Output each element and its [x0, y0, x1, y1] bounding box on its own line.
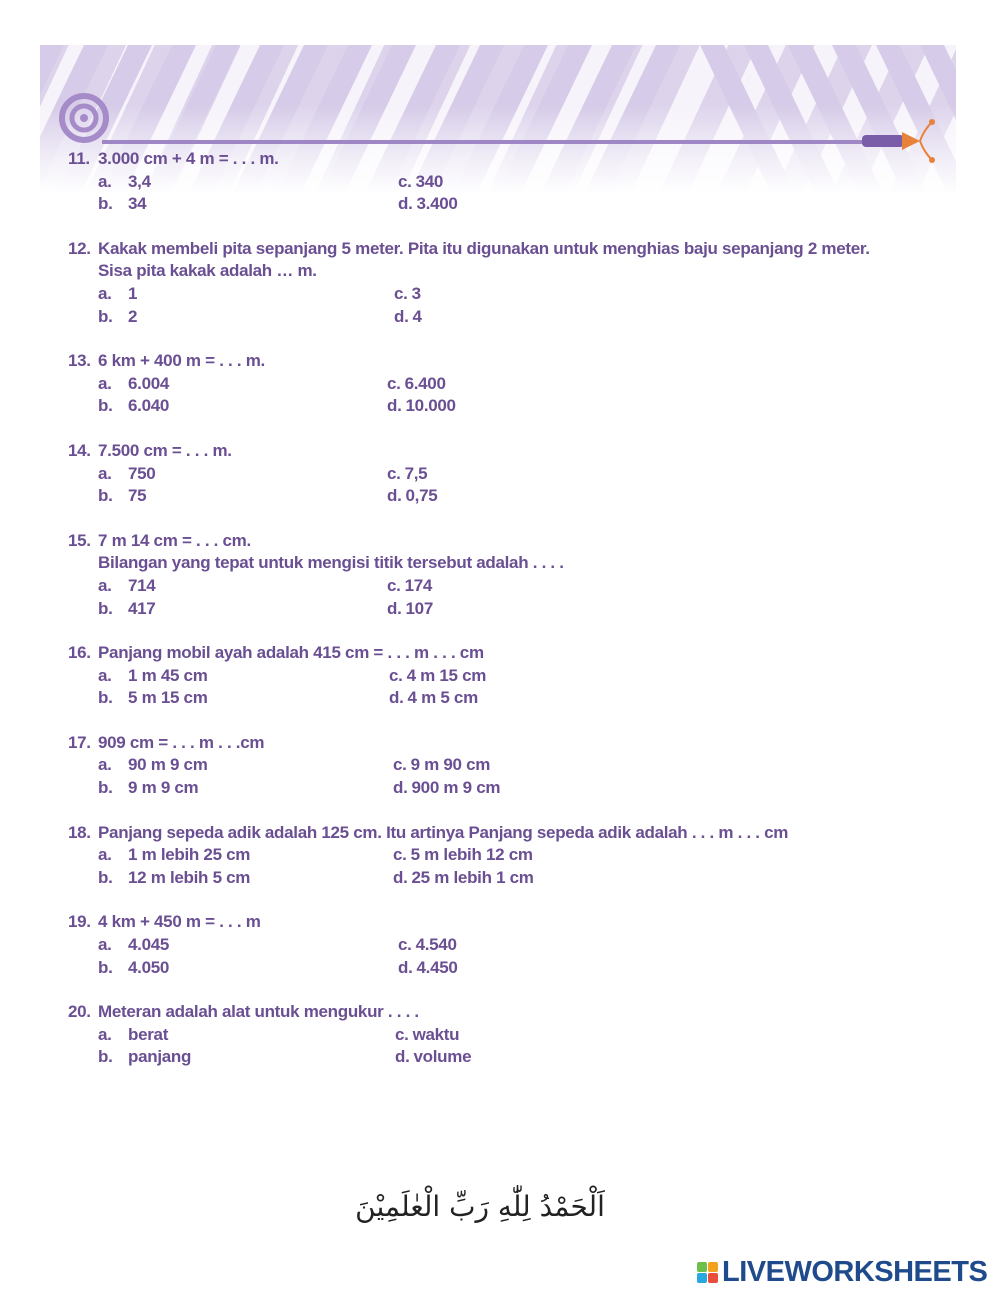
option-label: c.	[387, 463, 401, 483]
question-number: 11.	[68, 149, 90, 168]
question-text: 3.000 cm + 4 m = . . . m.	[98, 149, 279, 168]
option-row	[68, 844, 968, 867]
answer-option[interactable]	[68, 598, 398, 621]
option-text: 4 m 15 cm	[406, 665, 487, 685]
option-label: d.	[389, 688, 404, 708]
option-label: a.	[98, 845, 112, 865]
option-row	[68, 463, 968, 486]
option-text: 34	[128, 194, 147, 214]
answer-option[interactable]	[68, 373, 398, 396]
option-text: berat	[128, 1024, 169, 1044]
option-label: c.	[395, 1024, 409, 1044]
option-label: b.	[98, 306, 113, 326]
answer-option[interactable]	[68, 1046, 398, 1069]
option-text: 6.400	[404, 373, 446, 393]
option-text: 9 m 90 cm	[410, 755, 491, 775]
question-line	[68, 1001, 968, 1024]
question-item	[68, 1001, 968, 1069]
option-label: c.	[387, 373, 401, 393]
option-text: 12 m lebih 5 cm	[128, 867, 251, 887]
option-text: 7,5	[404, 463, 428, 483]
answer-option[interactable]	[395, 1024, 968, 1047]
option-text: 4.050	[128, 957, 170, 977]
question-text: Kakak membeli pita sepanjang 5 meter. Pita itu digunakan untuk menghias baju sepanjang 2 meter.	[98, 238, 870, 258]
question-text: Meteran adalah alat untuk mengukur . . . .	[98, 1002, 419, 1022]
option-row	[68, 193, 968, 216]
option-label: c.	[393, 755, 407, 775]
option-text: 3	[411, 283, 421, 303]
option-label: d.	[398, 194, 413, 214]
question-text: 7.500 cm = . . . m.	[98, 440, 232, 460]
option-text: 4	[412, 306, 422, 326]
option-text: 3,4	[128, 171, 151, 191]
option-label: b.	[98, 1047, 113, 1067]
answer-option[interactable]	[68, 934, 398, 957]
logo-mark-icon	[697, 1262, 718, 1283]
option-text: 107	[405, 598, 433, 618]
option-text: 10.000	[405, 396, 456, 416]
answer-option[interactable]	[387, 395, 968, 418]
option-text: 4.540	[415, 935, 457, 955]
option-text: 340	[415, 171, 444, 191]
answer-option[interactable]	[387, 485, 968, 508]
question-text: 909 cm = . . . m . . .cm	[98, 732, 265, 752]
answer-option[interactable]	[68, 777, 398, 800]
question-item	[68, 350, 968, 418]
question-item	[68, 148, 968, 216]
liveworksheets-logo	[697, 1256, 987, 1289]
answer-option[interactable]	[398, 957, 968, 980]
question-list	[68, 148, 968, 1091]
answer-option[interactable]	[387, 463, 968, 486]
option-row	[68, 373, 968, 396]
option-text: 4.450	[416, 957, 458, 977]
option-label: a.	[98, 755, 112, 775]
option-row	[68, 485, 968, 508]
question-line	[68, 732, 968, 755]
option-label: b.	[98, 778, 113, 798]
option-text: 75	[128, 486, 147, 506]
question-continuation: Bilangan yang tepat untuk mengisi titik tersebut adalah . . . .	[98, 553, 564, 573]
option-text: 1 m lebih 25 cm	[128, 845, 251, 865]
question-line	[68, 911, 968, 934]
option-label: a.	[98, 373, 112, 393]
option-label: a.	[98, 935, 112, 955]
option-text: 5 m 15 cm	[128, 688, 208, 708]
option-text: 25 m lebih 1 cm	[411, 867, 534, 887]
option-text: 3.400	[416, 194, 458, 214]
option-label: b.	[98, 867, 113, 887]
answer-option[interactable]	[393, 754, 968, 777]
option-label: a.	[98, 463, 112, 483]
option-text: 90 m 9 cm	[128, 755, 208, 775]
answer-option[interactable]	[395, 1046, 968, 1069]
answer-option[interactable]	[387, 575, 968, 598]
option-label: b.	[98, 688, 113, 708]
answer-option[interactable]	[394, 306, 968, 329]
option-label: c.	[394, 283, 408, 303]
option-text: 4.045	[128, 935, 170, 955]
option-text: 1 m 45 cm	[128, 665, 208, 685]
option-label: c.	[393, 845, 407, 865]
option-label: a.	[98, 1024, 112, 1044]
question-number: 15.	[68, 530, 91, 550]
option-text: 6.004	[128, 373, 170, 393]
option-text: 0,75	[405, 486, 438, 506]
option-row	[68, 777, 968, 800]
option-row	[68, 754, 968, 777]
option-text: 1	[128, 283, 138, 303]
question-number: 18.	[68, 822, 91, 842]
option-label: b.	[98, 486, 113, 506]
logo-text: LIVEWORKSHEETS	[722, 1256, 988, 1288]
answer-option[interactable]	[68, 867, 398, 890]
option-row	[68, 1024, 968, 1047]
question-line	[68, 642, 968, 665]
option-label: c.	[389, 665, 403, 685]
answer-option[interactable]	[68, 283, 398, 306]
option-label: a.	[98, 171, 112, 191]
option-label: d.	[387, 598, 402, 618]
option-text: 900 m 9 cm	[411, 778, 501, 798]
answer-option[interactable]	[389, 687, 968, 710]
question-line	[68, 822, 968, 845]
answer-option[interactable]	[68, 844, 398, 867]
option-text: 5 m lebih 12 cm	[410, 845, 533, 865]
answer-option[interactable]	[398, 193, 968, 216]
option-text: volume	[413, 1047, 472, 1067]
answer-option[interactable]	[387, 373, 968, 396]
option-text: 9 m 9 cm	[128, 778, 199, 798]
option-row	[68, 687, 968, 710]
question-number: 17.	[68, 732, 91, 752]
question-item	[68, 440, 968, 508]
option-text: 2	[128, 306, 138, 326]
option-label: a.	[98, 575, 112, 595]
question-continuation: Sisa pita kakak adalah … m.	[98, 261, 317, 281]
answer-option[interactable]	[68, 665, 398, 688]
answer-option[interactable]	[68, 395, 398, 418]
header-rule	[102, 140, 902, 144]
option-row	[68, 171, 968, 194]
option-label: c.	[398, 935, 412, 955]
answer-option[interactable]	[68, 463, 398, 486]
option-label: c.	[398, 171, 412, 191]
answer-option[interactable]	[68, 957, 398, 980]
question-line	[68, 440, 968, 463]
option-text: 417	[128, 598, 156, 618]
option-text: panjang	[128, 1047, 192, 1067]
option-label: b.	[98, 396, 113, 416]
answer-option[interactable]	[68, 306, 398, 329]
option-row	[68, 957, 968, 980]
option-row	[68, 665, 968, 688]
option-row	[68, 283, 968, 306]
option-row	[68, 395, 968, 418]
question-item	[68, 911, 968, 979]
question-text: 4 km + 450 m = . . . m	[98, 912, 261, 932]
option-row	[68, 1046, 968, 1069]
option-label: c.	[387, 575, 401, 595]
answer-option[interactable]	[68, 485, 398, 508]
answer-option[interactable]	[68, 575, 398, 598]
answer-option[interactable]	[398, 171, 968, 194]
answer-option[interactable]	[68, 1024, 398, 1047]
option-row	[68, 867, 968, 890]
option-label: d.	[387, 486, 402, 506]
option-label: d.	[393, 778, 408, 798]
option-label: d.	[387, 396, 402, 416]
question-number: 19.	[68, 912, 91, 932]
question-number: 16.	[68, 643, 91, 663]
closing-arabic-text: اَلْحَمْدُ لِلّٰهِ رَبِّ الْعٰلَمِيْنَ	[355, 1190, 605, 1223]
option-row	[68, 934, 968, 957]
question-line	[68, 530, 968, 553]
answer-option[interactable]	[68, 754, 398, 777]
answer-option[interactable]	[68, 193, 398, 216]
option-text: 174	[404, 575, 433, 595]
option-text: waktu	[412, 1024, 460, 1044]
option-row	[68, 306, 968, 329]
option-label: a.	[98, 665, 112, 685]
option-label: d.	[398, 957, 413, 977]
spiral-icon	[62, 96, 106, 140]
option-label: b.	[98, 194, 113, 214]
question-text: Panjang sepeda adik adalah 125 cm. Itu artinya Panjang sepeda adik adalah . . . m . . . cm	[98, 822, 789, 842]
question-text: 6 km + 400 m = . . . m.	[98, 351, 265, 371]
answer-option[interactable]	[389, 665, 968, 688]
question-number: 12.	[68, 238, 91, 258]
option-text: 714	[128, 575, 156, 595]
option-text: 6.040	[128, 396, 170, 416]
answer-option[interactable]	[398, 934, 968, 957]
question-line	[68, 148, 968, 171]
answer-option[interactable]	[393, 844, 968, 867]
question-number: 20.	[68, 1002, 91, 1022]
question-number: 13.	[68, 351, 91, 371]
question-line	[68, 350, 968, 373]
question-number: 14.	[68, 440, 91, 460]
option-text: 750	[128, 463, 156, 483]
question-item	[68, 642, 968, 710]
option-row	[68, 575, 968, 598]
option-label: d.	[395, 1047, 410, 1067]
option-label: a.	[98, 283, 112, 303]
answer-option[interactable]	[387, 598, 968, 621]
answer-option[interactable]	[394, 283, 968, 306]
answer-option[interactable]	[68, 687, 398, 710]
answer-option[interactable]	[393, 777, 968, 800]
option-label: d.	[394, 306, 409, 326]
question-item	[68, 530, 968, 620]
option-row	[68, 598, 968, 621]
option-label: b.	[98, 957, 113, 977]
question-text: Panjang mobil ayah adalah 415 cm = . . . m . . . cm	[98, 643, 484, 663]
question-text: 7 m 14 cm = . . . cm.	[98, 530, 251, 550]
question-item	[68, 822, 968, 890]
question-item	[68, 732, 968, 800]
answer-option[interactable]	[393, 867, 968, 890]
answer-option[interactable]	[68, 171, 398, 194]
question-item	[68, 238, 968, 328]
option-label: b.	[98, 598, 113, 618]
option-text: 4 m 5 cm	[407, 688, 478, 708]
option-label: d.	[393, 867, 408, 887]
question-line	[68, 238, 968, 261]
